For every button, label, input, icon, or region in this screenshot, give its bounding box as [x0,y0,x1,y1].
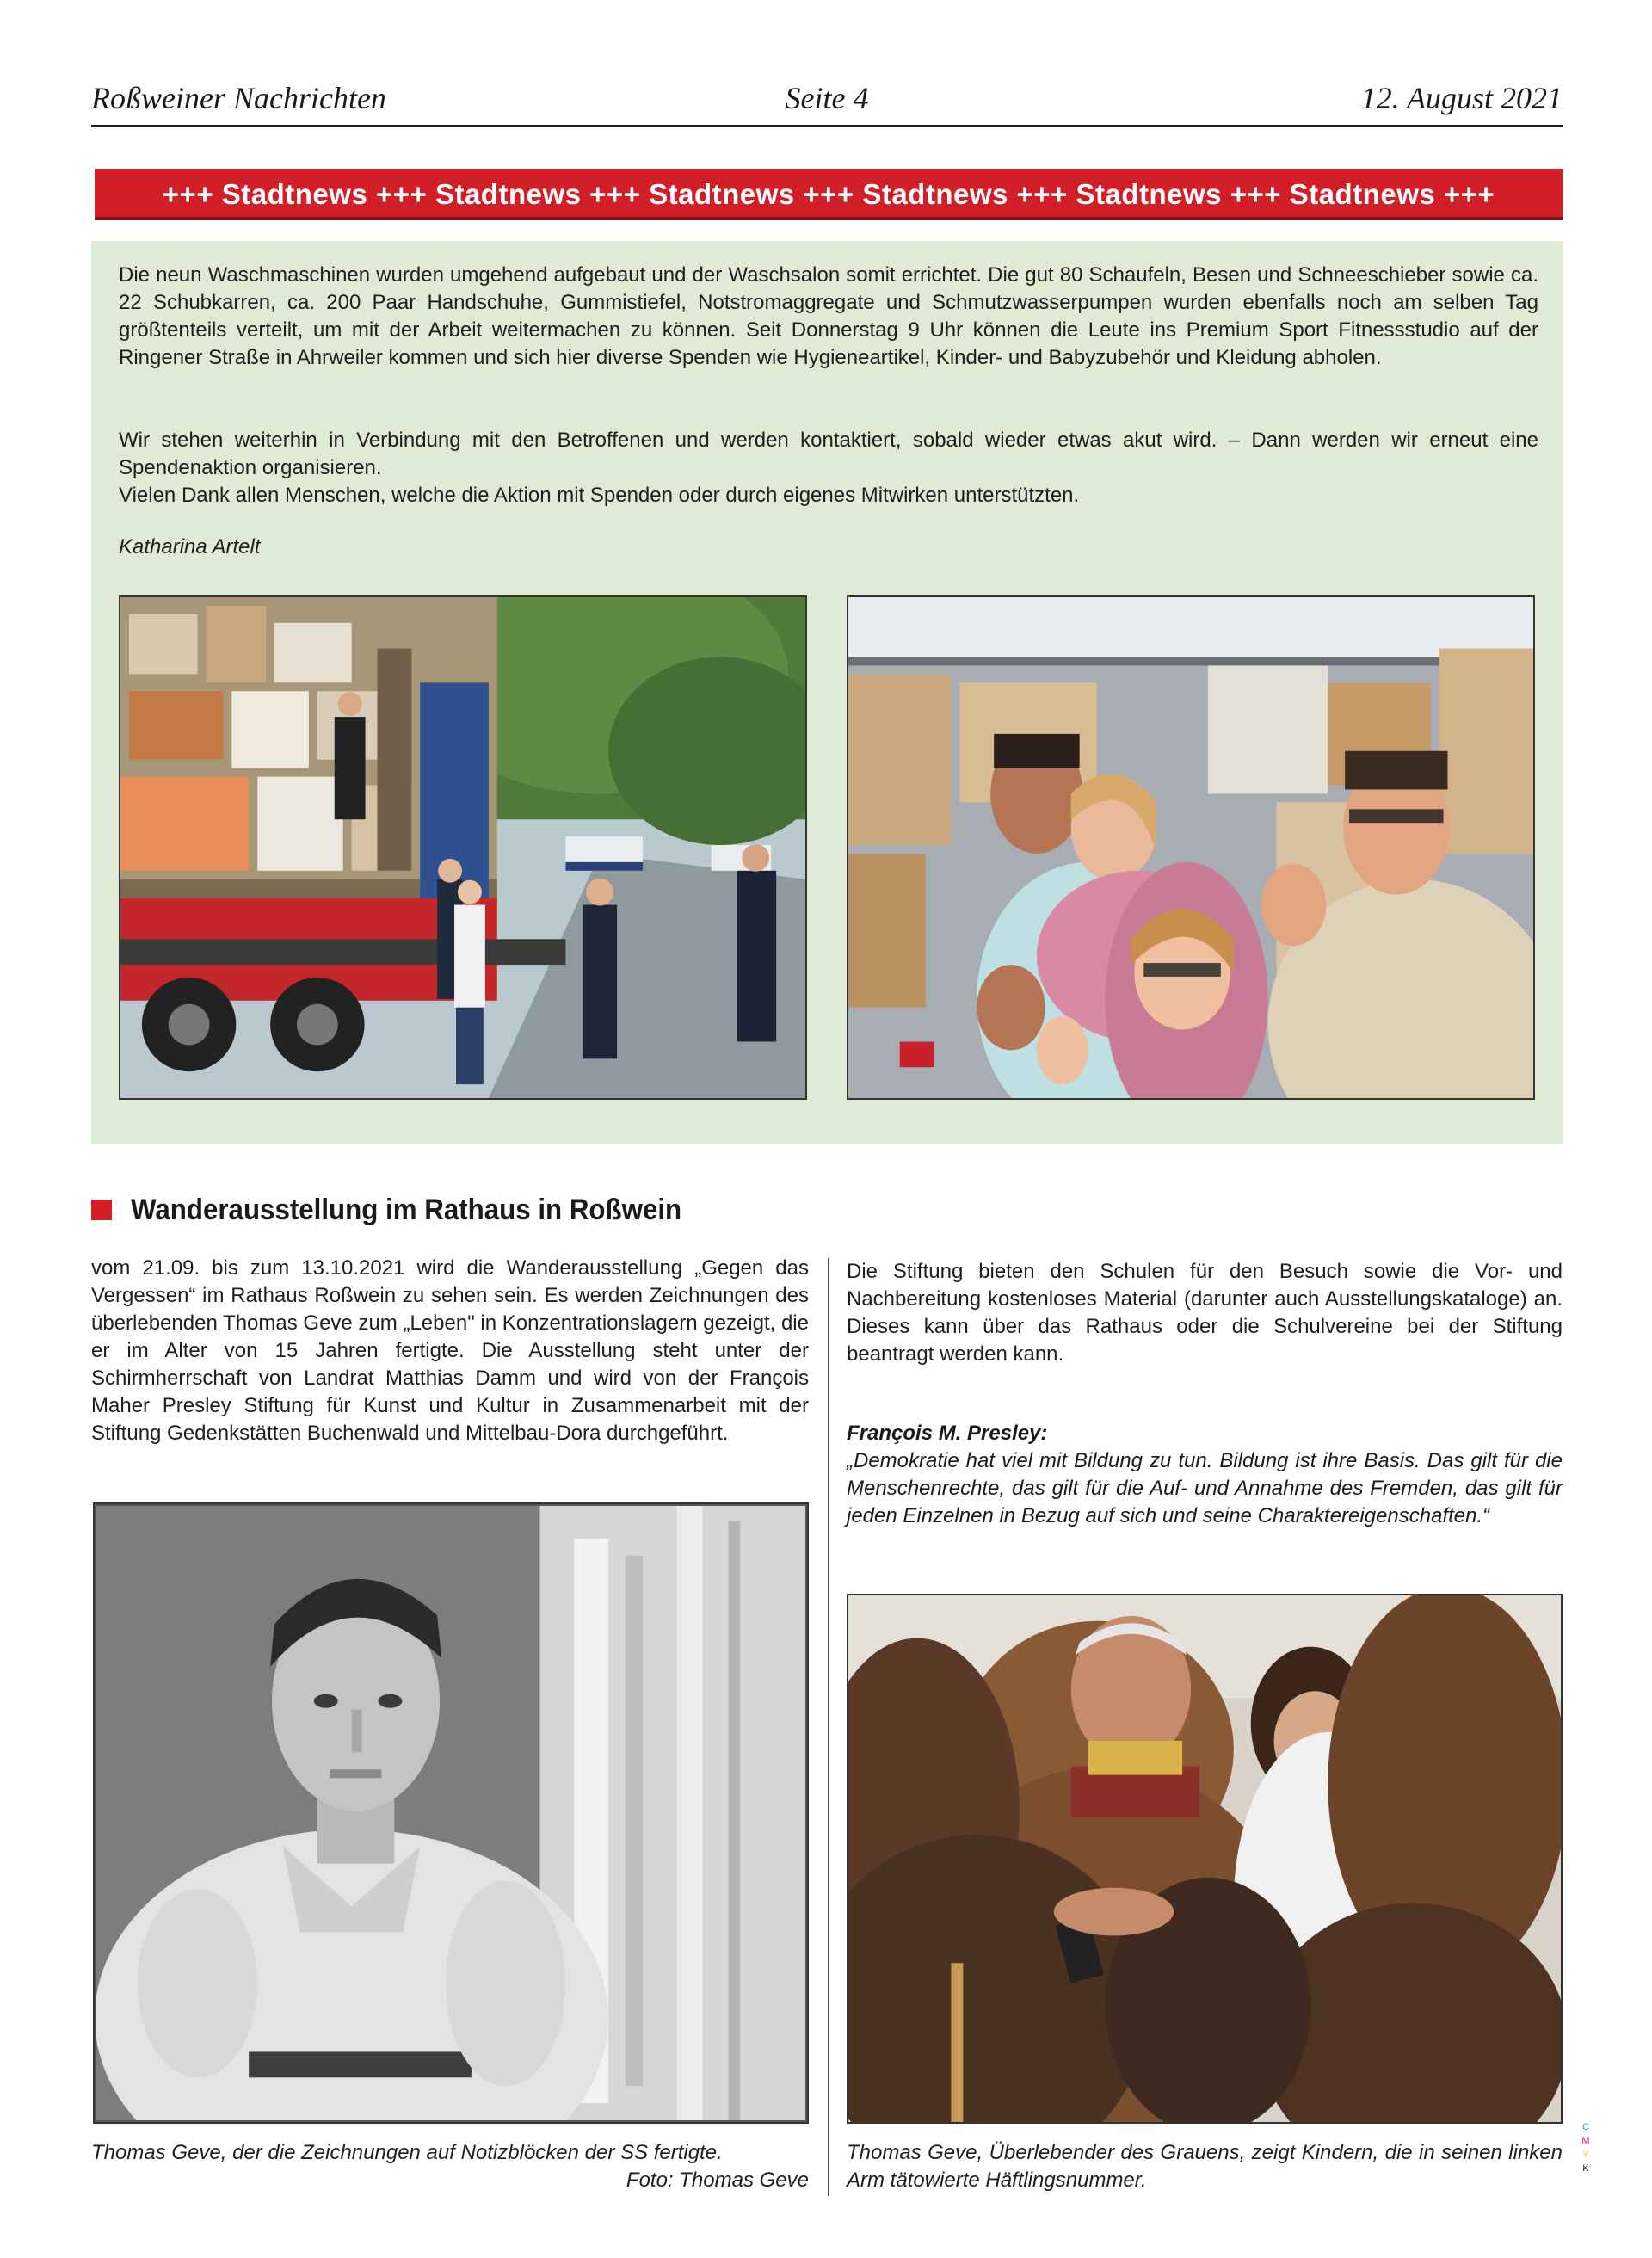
article-right-text: Die Stiftung bieten den Schulen für den Besuch sowie die Vor- und Nachbereitung kostenloses Material (darunter auch Ausstellungskataloge) an. Dieses kann über das Rathaus oder die Schulvereine bei der Stiftung beantragt werden kann. [847,1260,1563,1366]
photo-credit: Foto: Thomas Geve [626,2169,809,2192]
cmyk-print-marks [1580,2120,1592,2175]
stadtnews-text-2a: Wir stehen weiterhin in Verbindung mit den Betroffenen und werden kontaktiert, sobald wieder etwas akut wird. – Dann werden wir erneut eine Spendenaktion organisieren. [119,429,1538,479]
stadtnews-banner: +++ Stadtnews +++ Stadtnews +++ Stadtnews +++ Stadtnews +++ Stadtnews +++ Stadtnews +++ [95,169,1563,220]
page-header [91,79,1563,127]
quote-author: François M. Presley: [847,1422,1048,1445]
quote-text: „Demokratie hat viel mit Bildung zu tun. Bildung ist ihre Basis. Das gilt für die Menschenrechte, das gilt für die Auf- und Annahme des Fremden, das gilt für jeden Einzelnen in Bezug auf sich und seine Charaktereigenschaften.“ [847,1449,1563,1527]
article-left-column [91,1255,809,1447]
stadtnews-text-2b: Vielen Dank allen Menschen, welche die Aktion mit Spenden oder durch eigenes Mitwirken unterstützten. [119,484,1080,507]
cmyk-mark-m: M [1581,2136,1590,2146]
cmyk-mark-c: C [1582,2122,1589,2132]
photo-thomas-geve-with-children [847,1594,1563,2124]
page-number: Seite 4 [785,81,869,115]
photo-helpers-selfie [847,595,1535,1100]
stadtnews-author: Katharina Artelt [119,535,261,558]
photo-truck-unloading [119,595,807,1100]
stadtnews-paragraph-1 [119,262,1538,372]
stadtnews-paragraph-2 [119,427,1538,509]
stadtnews-text-1: Die neun Waschmaschinen wurden umgehend aufgebaut und der Waschsalon somit errichtet. Die gut 80 Schaufeln, Besen und Schneeschieber sowie ca. 22 Schubkarren, ca. 200 Paar Handschuhe, Gummistiefel, Notstromaggregate und Schmutzwasserpumpen wurden ebenfalls noch am selben Tag größtenteils verteilt, um mit der Arbeit weitermachen zu können. Seit Donnerstag 9 Uhr können die Leute ins Premium Sport Fitnessstudio auf der Ringener Straße in Ahrweiler kommen und sich hier diverse Spenden wie Hygieneartikel, Kinder- und Babyzubehör und Kleidung abholen. [119,263,1538,369]
red-square-bullet [91,1200,112,1220]
article-title: Wanderausstellung im Rathaus in Roßwein [131,1194,682,1226]
cmyk-mark-k: K [1582,2163,1589,2174]
article-left-text: vom 21.09. bis zum 13.10.2021 wird die Wanderausstellung „Gegen das Vergessen“ im Rathaus Roßwein zu sehen sein. Es werden Zeichnungen des überlebenden Thomas Geve zum „Leben" in Konzentrationslagern gezeigt, die er im Alter von 15 Jahren fertigte. Die Ausstellung steht unter der Schirmherrschaft von Landrat Matthias Damm und wird von der François Maher Presley Stiftung für Kunst und Kultur in Zusammenarbeit mit der Stiftung Gedenkstätten Buchenwald und Mittelbau-Dora durchgeführt. [91,1256,809,1445]
photo-thomas-geve-portrait [93,1502,809,2124]
cmyk-mark-y: Y [1582,2150,1589,2160]
caption-portrait [91,2139,809,2194]
issue-date: 12. August 2021 [1360,81,1563,115]
article-right-column [847,1258,1563,1368]
caption-children: Thomas Geve, Überlebender des Grauens, zeigt Kindern, die in seinen linken Arm tätowierte Häftlingsnummer. [847,2141,1563,2192]
caption-portrait-text: Thomas Geve, der die Zeichnungen auf Notizblöcken der SS fertigte. [91,2141,723,2164]
column-divider [828,1258,829,2196]
publication-name: Roßweiner Nachrichten [91,81,386,115]
